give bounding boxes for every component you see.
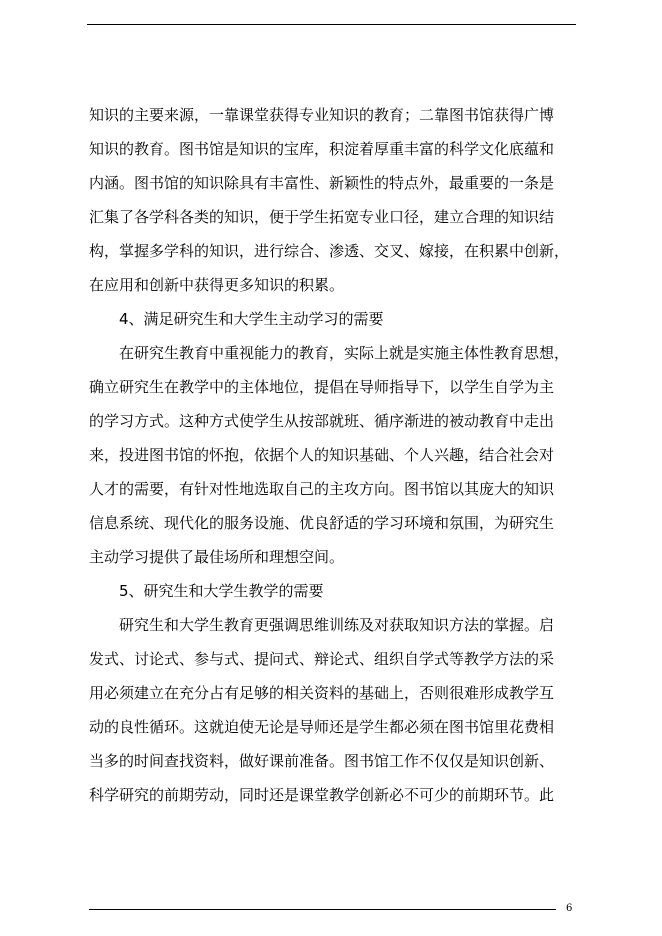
text-line-13: 信息系统、现代化的服务设施、优良舒适的学习环境和氛围，为研究生 (89, 514, 555, 532)
header-rule (87, 24, 576, 25)
text-line-12: 人才的需要，有针对性地选取自己的主攻方向。图书馆以其庞大的知识 (89, 480, 555, 498)
footer-rule (89, 909, 556, 910)
text-line-21: 科学研究的前期劳动，同时还是课堂教学创新必不可少的前期环节。此 (89, 786, 555, 804)
page-number: 6 (566, 903, 573, 914)
text-line-1: 知识的主要来源，一靠课堂获得专业知识的教育；二靠图书馆获得广博 (89, 106, 555, 124)
text-line-14: 主动学习提供了最佳场所和理想空间。 (89, 548, 345, 566)
text-line-6: 在应用和创新中获得更多知识的积累。 (89, 276, 345, 294)
document-body (89, 98, 569, 812)
text-line-17: 发式、讨论式、参与式、提问式、辩论式、组织自学式等教学方法的采 (89, 650, 555, 668)
text-line-18: 用必须建立在充分占有足够的相关资料的基础上，否则很难形成教学互 (89, 684, 555, 702)
text-line-11: 来，投进图书馆的怀抱，依据个人的知识基础、个人兴趣，结合社会对 (89, 446, 555, 464)
text-line-5: 构，掌握多学科的知识，进行综合、渗透、交叉、嫁接，在积累中创新， (89, 242, 569, 260)
text-line-19: 动的良性循环。这就迫使无论是导师还是学生都必须在图书馆里花费相 (89, 718, 555, 736)
text-line-20: 当多的时间查找资料，做好课前准备。图书馆工作不仅仅是知识创新、 (89, 752, 555, 770)
text-line-8: 在研究生教育中重视能力的教育，实际上就是实施主体性教育思想， (119, 344, 569, 362)
text-line-16: 研究生和大学生教育更强调思维训练及对获取知识方法的掌握。启 (119, 616, 555, 634)
text-line-9: 确立研究生在教学中的主体地位，提倡在导师指导下，以学生自学为主 (89, 378, 555, 396)
text-line-3: 内涵。图书馆的知识除具有丰富性、新颖性的特点外，最重要的一条是 (89, 174, 555, 192)
section-heading-5: 5、研究生和大学生教学的需要 (119, 582, 324, 600)
text-line-10: 的学习方式。这种方式使学生从按部就班、循序渐进的被动教育中走出 (89, 412, 555, 430)
text-line-4: 汇集了各学科各类的知识，便于学生拓宽专业口径，建立合理的知识结 (89, 208, 555, 226)
section-heading-4: 4、满足研究生和大学生主动学习的需要 (119, 310, 384, 328)
text-line-2: 知识的教育。图书馆是知识的宝库，积淀着厚重丰富的科学文化底蕴和 (89, 140, 555, 158)
